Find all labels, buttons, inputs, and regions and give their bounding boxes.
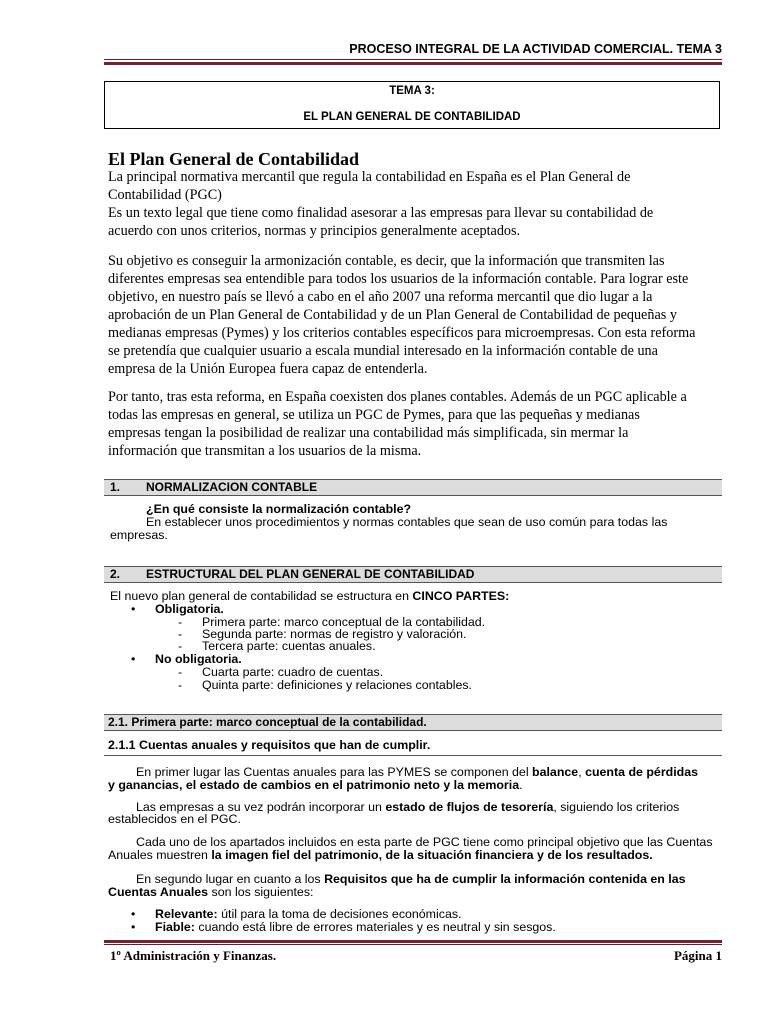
section-2-1-bar: 2.1. Primera parte: marco conceptual de la contabilidad. — [104, 714, 722, 731]
footer-page-number: Página 1 — [673, 948, 722, 963]
section-2-bar: 2. ESTRUCTURAL DEL PLAN GENERAL DE CONTABILIDAD — [104, 566, 722, 583]
bullet-icon: • — [131, 907, 136, 921]
running-header: PROCESO INTEGRAL DE LA ACTIVIDAD COMERCIAL. TEMA 3 — [349, 42, 722, 56]
s1-answer-line-2: empresas. — [110, 528, 168, 542]
bullet-icon: • — [131, 920, 136, 934]
s2-oblig: Obligatoria. — [155, 602, 224, 616]
header-rule-thick — [104, 62, 722, 65]
section-2-1-1-rule — [104, 755, 722, 756]
footer-rule-thin — [104, 944, 722, 945]
doc-heading: El Plan General de Contabilidad — [108, 149, 360, 169]
header-rule-thin — [104, 59, 722, 60]
dash-icon: - — [178, 665, 183, 679]
req-relevante: Relevante: útil para la toma de decisiones económicas. — [155, 907, 462, 921]
dash-icon: - — [178, 615, 183, 629]
s2-oblig-item-1: Primera parte: marco conceptual de la contabilidad. — [202, 615, 486, 629]
s211-p2-line2: establecidos en el PGC. — [108, 812, 241, 826]
bullet-icon: • — [131, 652, 136, 666]
tema-title: EL PLAN GENERAL DE CONTABILIDAD — [303, 111, 521, 123]
footer-course: 1º Administración y Finanzas. — [110, 948, 277, 963]
section-2-1-1-title: 2.1.1 Cuentas anuales y requisitos que han de cumplir. — [108, 738, 431, 752]
s2-oblig-item-3: Tercera parte: cuentas anuales. — [202, 639, 376, 653]
s211-p3-line1: Cada uno de los apartados incluidos en esta parte de PGC tiene como principal objetivo que las Cuentas — [136, 835, 713, 849]
s2-intro: El nuevo plan general de contabilidad se estructura en CINCO PARTES: — [110, 589, 510, 603]
tema-number: TEMA 3: — [389, 85, 435, 97]
dash-icon: - — [178, 627, 183, 641]
s211-p1-line2: y ganancias, el estado de cambios en el patrimonio neto y la memoria. — [108, 778, 523, 792]
req-fiable: Fiable: cuando está libre de errores materiales y es neutral y sin sesgos. — [155, 920, 556, 934]
dash-icon: - — [178, 639, 183, 653]
intro-paragraph-3: Por tanto, tras esta reforma, en España coexisten dos planes contables. Además de un PGC aplicable a todas las empresas en general, se utiliza un PGC de Pymes, para que las pequeñas y medianas empresas tengan la posibilidad de realizar una contabilidad más simplificada, sin mermar la información que transmitan a los usuarios de la misma. — [108, 389, 687, 459]
dash-icon: - — [178, 678, 183, 692]
tema-box — [104, 81, 720, 129]
s211-p4-line1: En segundo lugar en cuanto a los Requisitos que ha de cumplir la información contenida en las — [136, 872, 686, 886]
s2-no-oblig: No obligatoria. — [155, 652, 242, 666]
intro-paragraph-1: La principal normativa mercantil que regula la contabilidad en España es el Plan General de Contabilidad (PGC) Es un texto legal que tiene como finalidad asesorar a las empresas para llevar su contabilidad de acuerdo con unos criterios, normas y principios generalmente aceptados. — [108, 169, 654, 239]
s211-p4-line2: Cuentas Anuales son los siguientes: — [108, 885, 314, 899]
s1-question: ¿En qué consiste la normalización contable? — [146, 502, 412, 516]
s2-no-oblig-item-2: Quinta parte: definiciones y relaciones contables. — [202, 678, 472, 692]
bullet-icon: • — [131, 602, 136, 616]
s211-p3-line2: Anuales muestren la imagen fiel del patrimonio, de la situación financiera y de los resultados. — [108, 848, 653, 862]
s211-p2-line1: Las empresas a su vez podrán incorporar un estado de flujos de tesorería, siguiendo los criterios — [136, 800, 680, 814]
s1-answer-line-1: En establecer unos procedimientos y normas contables que sean de uso común para todas las — [146, 515, 668, 529]
s2-oblig-item-2: Segunda parte: normas de registro y valoración. — [202, 627, 467, 641]
footer-rule-thick — [104, 940, 722, 943]
intro-paragraph-2: Su objetivo es conseguir la armonización contable, es decir, que la información que transmiten las diferentes empresas sea entendible para todos los usuarios de la información contable. Para lograr este objetivo, en nuestro país se llevó a cabo en el año 2007 una reforma mercantil que dio lugar a la aprobación de un Plan General de Contabilidad y de un Plan General de Contabilidad de pequeñas y medianas empresas (Pymes) y los criterios contables específicos para microempresas. Con esta reforma se pretendía que cualquier usuario a escala mundial interesado en la información contable de una empresa de la Unión Europea fuera capaz de entenderla. — [108, 253, 696, 377]
section-1-bar: 1. NORMALIZACION CONTABLE — [104, 479, 722, 496]
s211-p1-line1: En primer lugar las Cuentas anuales para las PYMES se componen del balance, cuenta de pérdidas — [136, 765, 699, 779]
s2-no-oblig-item-1: Cuarta parte: cuadro de cuentas. — [202, 665, 384, 679]
